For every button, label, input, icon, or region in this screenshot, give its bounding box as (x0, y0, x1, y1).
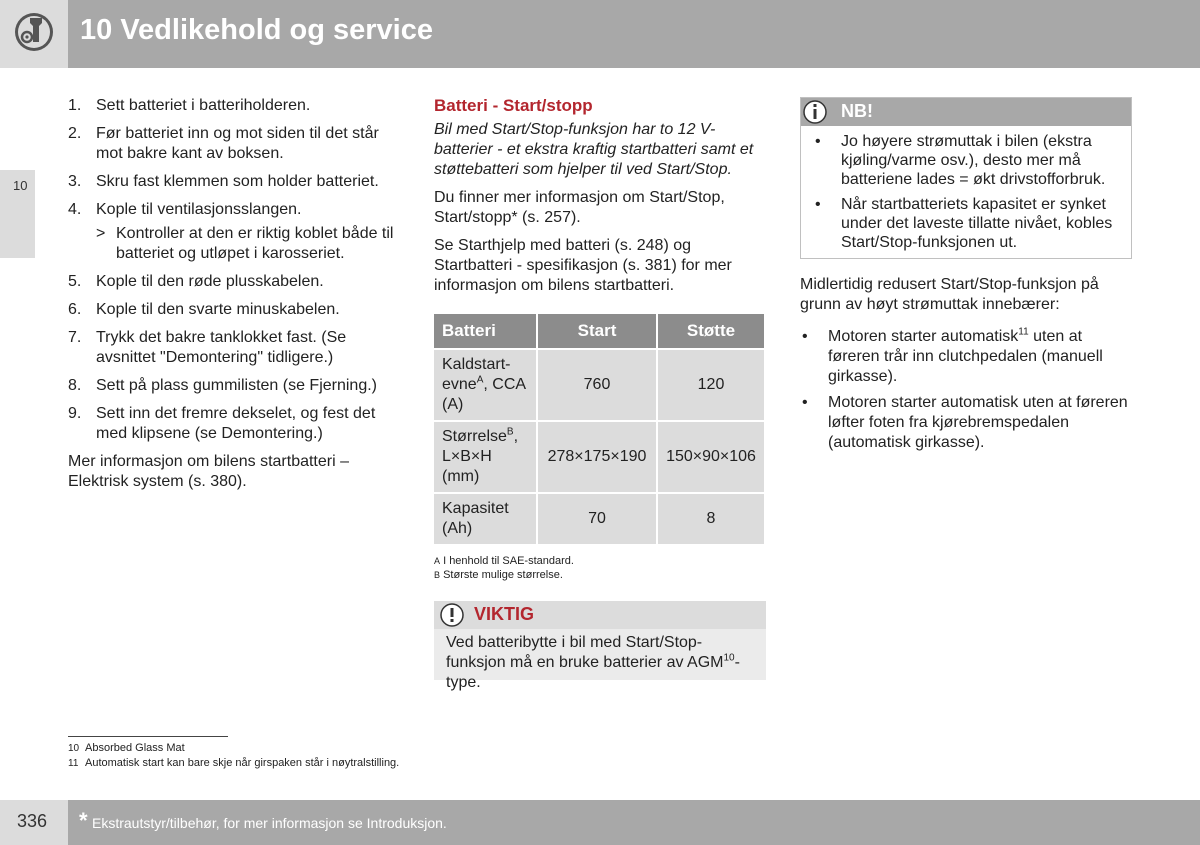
list-item: 7. Trykk det bakre tanklokket fast. (Se avsnittet "Demontering" tidligere.) (68, 329, 347, 366)
note-title: NB! (841, 101, 873, 121)
table-row (434, 422, 764, 492)
stotte-value: 8 (658, 494, 764, 544)
footnote: 10 Absorbed Glass Mat (68, 742, 185, 754)
table-header: Start (538, 314, 656, 348)
note-box (800, 97, 1132, 259)
section-intro: Bil med Start/Stop-funksjon har to 12 V-batterier - et ekstra kraftig startbatteri samt et støttebatteri som hjelper til ved Start/Stop. (434, 121, 754, 178)
warning-text: Ved batteribytte i bil med Start/Stop-funksjon må en bruke batterier av AGM$^{10}$-type. (446, 634, 740, 691)
page-number: 336 (17, 811, 48, 831)
warning-title: VIKTIG (474, 604, 535, 624)
row-label: Kaldstart-evne$^A$, CCA (A) (434, 350, 536, 420)
footer-star: * (79, 808, 88, 833)
middle-column (434, 96, 766, 582)
start-value: 278×175×190 (538, 422, 656, 492)
page-footnotes (68, 741, 399, 771)
left-column (68, 96, 400, 500)
page-number-box (0, 800, 68, 845)
footer-text: Ekstrautstyr/tilbehør, for mer informasjon se Introduksjon. (92, 815, 447, 831)
row-label: Kapasitet (Ah) (434, 494, 536, 544)
list-item: 4. Kople til ventilasjonsslangen. > Kontroller at den er riktig koblet både til batteriet og utløpet i karosseriet. (68, 200, 400, 264)
list-item: 1. Sett batteriet i batteriholderen. (68, 97, 311, 114)
list-item: 2. Før batteriet inn og mot siden til det står mot bakre kant av boksen. (68, 125, 379, 162)
start-value: 760 (538, 350, 656, 420)
section-paragraph: Se Starthjelp med batteri (s. 248) og Startbatteri - spesifikasjon (s. 381) for mer informasjon om bilens startbatteri. (434, 237, 732, 294)
start-value: 70 (538, 494, 656, 544)
note-box-header (801, 98, 1131, 126)
more-info-paragraph: Mer informasjon om bilens startbatteri – Elektrisk system (s. 380). (68, 453, 349, 490)
note-item: • Jo høyere strømuttak i bilen (ekstra kjøling/varme osv.), desto mer må batteriene lades = økt drivstofforbruk. (815, 133, 1106, 188)
list-item: 9. Sett inn det fremre dekselet, og fest det med klipsene (se Demontering.) (68, 405, 376, 442)
wrench-gear-icon (14, 12, 54, 52)
info-icon (803, 100, 827, 124)
note-list (813, 132, 1121, 258)
warning-icon (440, 603, 464, 627)
chapter-tab-number: 10 (13, 178, 28, 193)
section-paragraph: Du finner mer informasjon om Start/Stop, Start/stopp* (s. 257). (434, 189, 725, 226)
stotte-value: 120 (658, 350, 764, 420)
sub-list-item: > Kontroller at den er riktig koblet både til batteriet og utløpet i karosseriet. (96, 225, 394, 262)
table-footnote: A I henhold til SAE-standard. (434, 555, 574, 567)
right-paragraph: Midlertidig redusert Start/Stop-funksjon på grunn av høyt strømuttak innebærer: (800, 276, 1099, 313)
section-title: Batteri - Start/stopp (434, 96, 593, 115)
table-header: Batteri (434, 314, 536, 348)
list-item: 3. Skru fast klemmen som holder batteriet. (68, 173, 379, 190)
list-item: 5. Kople til den røde plusskabelen. (68, 273, 324, 290)
list-item: 6. Kople til den svarte minuskabelen. (68, 301, 340, 318)
chapter-icon-box (0, 0, 68, 68)
row-label: Størrelse$^B$, L×B×H (mm) (434, 422, 536, 492)
table-header: Støtte (658, 314, 764, 348)
warning-box-header (434, 601, 766, 629)
note-item: • Når startbatteriets kapasitet er synket under det laveste tillatte nivået, kobles Start/Stop-funksjonen ut. (815, 196, 1113, 251)
chapter-title: 10 Vedlikehold og service (80, 14, 433, 46)
table-footnotes (434, 554, 766, 582)
battery-spec-table (432, 312, 766, 546)
footer-bar (68, 800, 1200, 845)
list-item: 8. Sett på plass gummilisten (se Fjerning.) (68, 377, 377, 394)
right-bullet-item: • Motoren starter automatisk uten at føreren løfter foten fra kjørebremspedalen (automatisk girkasse). (802, 394, 1128, 451)
warning-box-body (434, 629, 766, 691)
footnote: 11 Automatisk start kan bare skje når girspaken står i nøytralstilling. (68, 757, 400, 769)
table-row (434, 494, 764, 544)
right-bullet-item: • Motoren starter automatisk$^{11}$ uten at føreren trår inn clutchpedalen (manuell girkasse). (802, 326, 1103, 385)
stotte-value: 150×90×106 (658, 422, 764, 492)
footnote-divider (68, 736, 228, 737)
right-column (800, 275, 1132, 459)
table-row (434, 350, 764, 420)
table-footnote: B Største mulige størrelse. (434, 569, 563, 581)
